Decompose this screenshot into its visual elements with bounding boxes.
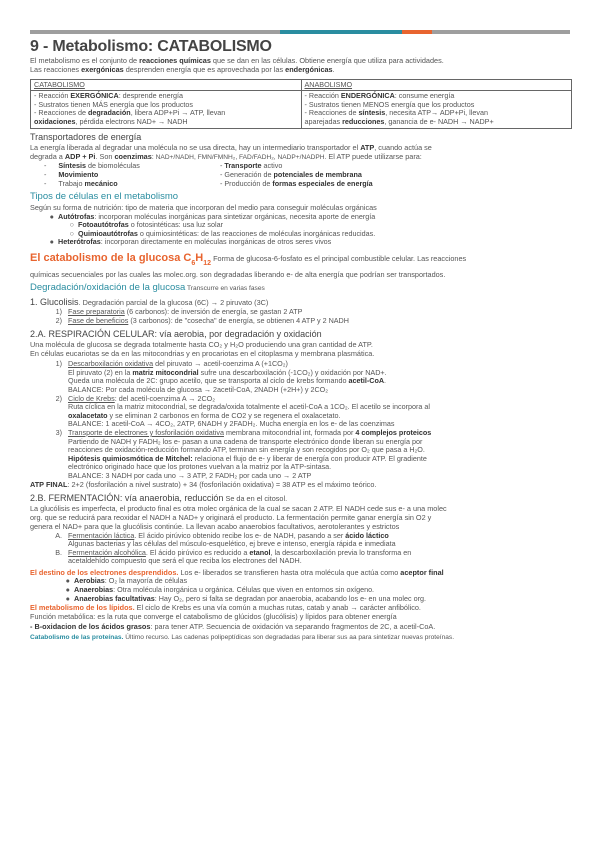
respiration-para-2: En células eucariotas se da en las mitocondrias y en procariotas en el citoplasma y membrana plasmática.: [30, 348, 375, 358]
list-item-aerobias: ● Aerobias: O₂ la mayoría de células: [65, 576, 188, 586]
list-item-autotrofas: ● Autótrofas: incorporan moléculas inorgánicas para sintetizar orgánicas, necesita aporte de energía: [49, 211, 376, 221]
list-item-heterotrofas: ● Heterótrofas: incorporan directamente en moléculas inorgánicas de otros seres vivos: [49, 237, 332, 247]
glycolysis-heading: 1. Glucolisis. Degradación parcial de la glucosa (6C) → 2 piruvato (3C): [30, 297, 269, 308]
lipids-line-2: Función metabólica: es la ruta que converge el catabolismo de glúcidos (glucólisis) y lípidos para obtener energía: [30, 612, 397, 622]
transporte-details: Partiendo de NADH y FADH₂ los e- pasan a una cadena de transporte electrónico donde liberan su energía por reacciones de oxidación-reducción formando ATP, terminan sin energía y son recogidos por O₂ que pasa a H₂O. Hipótesis quimiosmótica de Mitchel: relaciona el flujo de e- y liberar de energía con producir ATP. El gradiente electrónico originado hace que los protones vuelvan a la matriz por la ATP-sintasa. BALANCE: 3 NADH por cada uno → 3 ATP, 2 FADH₂ por cada uno → 2 ATP: [68, 436, 427, 480]
degradation-heading: Degradación/oxidación de la glucosa Transcurre en varias fases: [30, 282, 265, 294]
electrons-destiny-line: El destino de los electrones desprendidos. Los e- liberados se transfieren hasta otra molécula que actúa como aceptor final: [30, 568, 444, 578]
proteins-line: Catabolismo de las proteínas. Último recurso. Las cadenas polipeptídicas son degradadas para liberar sus aa para sintetizar nuevas proteínas.: [30, 634, 455, 642]
list-item-anaerobias: ● Anaerobias: Otra molécula inorgánica u orgánica. Células que viven en entornos sin oxígeno.: [65, 584, 375, 594]
descarboxilacion-details: El piruvato (2) en la matriz mitocondrial sufre una descarboxilación (-1CO₂) y oxidación por NAD+. Queda una molécula de 2C: grupo acetilo, que se transporta al ciclo de krebs formando acetil-CoA. BALANCE: Por cada molécula de glucosa → 2acetil-CoA, 2NADH (+2H+) y 2CO₂: [68, 367, 387, 394]
lipids-line-3: - B-oxidacion de los ácidos grasos: para tener ATP. Secuencia de oxidación va separando fragmentos de 2C, a acetil-CoA.: [30, 621, 436, 631]
intro-line-2: Las reacciones exergónicas desprenden energía que es aprovechada por las endergónicas.: [30, 65, 335, 75]
krebs-details: Ruta cíclica en la matriz mitocondrial, se degrada/oxida totalmente el acetil-CoA a 1CO₂. El acetilo se incorpora al oxalacetato y se eliminan 2 carbonos en forma de CO2 y se regenera el oxalacetato. BALANCE: 1 acetil-CoA → 4CO₂, 2ATP, 6NADH y 2FADH₂. Mucha energía en los e- de las coenzimas: [68, 402, 430, 429]
list-item-fase-preparatoria: 1) Fase preparatoria (6 carbonos): de inversión de energía, se gastan 2 ATP: [55, 307, 303, 317]
document-page: [30, 38, 572, 643]
list-item-quimioautotrofas: ○ Quimioautótrofas o quimiosintéticas: de las reacciones de moléculas inorgánicas reducidas.: [69, 228, 376, 238]
lipids-line-1: El metabolismo de los lípidos. El ciclo de Krebs es una vía común a muchas rutas, catab y anab → carácter anfibólico.: [30, 603, 421, 613]
table-header-anabolismo: ANABOLISMO: [301, 79, 572, 91]
fermentation-para-3: genera el NAD+ para que la glucólisis continúe. La llevan acabo anaerobios facultativos, aerotolerantes y estrictos: [30, 522, 400, 532]
list-item: - Síntesis de biomoléculas - Transporte activo: [44, 161, 283, 171]
atp-uses-list: [30, 162, 572, 188]
list-item-krebs: 2) Ciclo de Krebs: del acetil-coenzima A → 2CO₂: [55, 393, 216, 403]
intro-line-1: El metabolismo es el conjunto de reacciones químicas que se dan en las células. Obtiene energía que utiliza para actividades.: [30, 56, 444, 65]
table-header-catabolismo: CATABOLISMO: [31, 79, 302, 91]
lactica-details: Algunas bacterias y las células del músculo-esquelético, ej breve e intenso, energía rápida e inmediata: [68, 539, 396, 549]
glucose-heading-line: El catabolismo de la glucosa $C_6H_{12}$ Forma de glucosa-6-fosfato es el principal combustible celular. Las reacciones: [30, 251, 467, 268]
top-color-bar: [30, 30, 570, 34]
transport-para-2: degrada a ADP + Pi. Son coenzimas: NAD+/NADH, FMN/FMNH₂, FAD/FADH₂, NADP+/NADPH. El ATP puede utilizarse para:: [30, 151, 422, 161]
section-transport-title: Transportadores de energía: [30, 131, 142, 142]
comparison-table: [30, 79, 572, 129]
table-cell-anabolismo: - Reacción ENDERGÓNICA: consume energía - Sustratos tienen MENOS energía que los productos - Reacciones de síntesis, necesita ATP→ ADP+Pi, llevan aparejadas reducciones, ganancia de e- NADH → NADP+: [301, 91, 572, 128]
bar-segment-gray-2: [432, 30, 570, 34]
transport-para-1: La energía liberada al degradar una molécula no se usa directa, hay un intermediario transportador el ATP, cuando actúa se: [30, 142, 432, 152]
list-item-descarboxilacion: 1) Descarboxilación oxidativa del piruvato → acetil-coenzima A (+1CO₂): [55, 359, 288, 369]
list-item-fotoautotrofas: ○ Fotoautótrofas o fotosintéticas: usa luz solar: [69, 220, 224, 230]
list-item-transporte-electrones: 3) Transporte de electrones y fosforilación oxidativa membrana mitocondrial int, formada por 4 complejos proteicos: [55, 427, 432, 437]
table-cell-catabolismo: - Reacción EXERGÓNICA: desprende energía - Sustratos tienen MÁS energía que los productos - Reacciones de degradación, libera ADP+Pi → ATP, llevan oxidaciones, pérdida electrons NAD+ → NADH: [31, 91, 302, 128]
list-item-fase-beneficios: 2) Fase de beneficios (3 carbonos): de "cosecha" de energía, se obtienen 4 ATP y 2 NADH: [55, 315, 349, 325]
bar-segment-teal: [280, 30, 402, 34]
bar-segment-gray: [30, 30, 280, 34]
bar-segment-orange: [402, 30, 432, 34]
glucose-para: químicas secuenciales por las cuales las molec.org. son degradadas liberando e- de alta energía que podrían ser transportados.: [30, 270, 446, 280]
fermentation-para-1: La glucólisis es imperfecta, el producto final es otra molec orgánica de la cual se sacan 2 ATP. El NADH cede sus e- a una molec: [30, 503, 447, 513]
alcoholica-details: acetaldehído compuesto que será el que reciba los electrones del NADH.: [68, 556, 302, 566]
list-item: - Trabajo mecánico - Producción de formas especiales de energía: [44, 178, 373, 188]
list-item-fermentacion-alcoholica: B. Fermentación alcohólica. El ácido pirúvico es reducido a etanol, la descarboxilación previa lo transforma en: [55, 547, 412, 557]
cell-types-para: Según su forma de nutrición: tipo de materia que incorporan del medio para conseguir moléculas orgánicas: [30, 203, 377, 213]
fermentation-heading: 2.B. FERMENTACIÓN: vía anaerobia, reducción Se da en el citosol.: [30, 492, 288, 503]
list-item-anaerobias-facultativas: ● Anaerobias facultativas: Hay O₂, pero si falta se degradan por anaerobia, acabando los e- en una molec org.: [65, 593, 426, 603]
fermentation-para-2: org. que se reducirá para reoxidar el NADH a NAD+ y originará el producto. La fermentación permite ganar energía sin O2 y: [30, 513, 432, 523]
list-item-fermentacion-lactica: A. Fermentación láctica. El ácido pirúvico obtenido recibe los e- de NADH, pasando a ser ácido láctico: [55, 530, 389, 540]
respiration-heading: 2.A. RESPIRACIÓN CELULAR: vía aerobia, por degradación y oxidación: [30, 328, 322, 339]
respiration-para-1: Una molécula de glucosa se degrada totalmente hasta CO₂ y H₂O produciendo una gran cantidad de ATP.: [30, 339, 373, 349]
section-cell-types-title: Tipos de células en el metabolismo: [30, 191, 179, 203]
atp-final-line: ATP FINAL: 2+2 (fosforilación a nivel sustrato) + 34 (fosforilación oxidativa) = 38 ATP es el máximo teórico.: [30, 480, 377, 490]
page-title: 9 - Metabolismo: CATABOLISMO: [30, 38, 272, 55]
list-item: - Movimiento - Generación de potenciales de membrana: [44, 170, 362, 180]
